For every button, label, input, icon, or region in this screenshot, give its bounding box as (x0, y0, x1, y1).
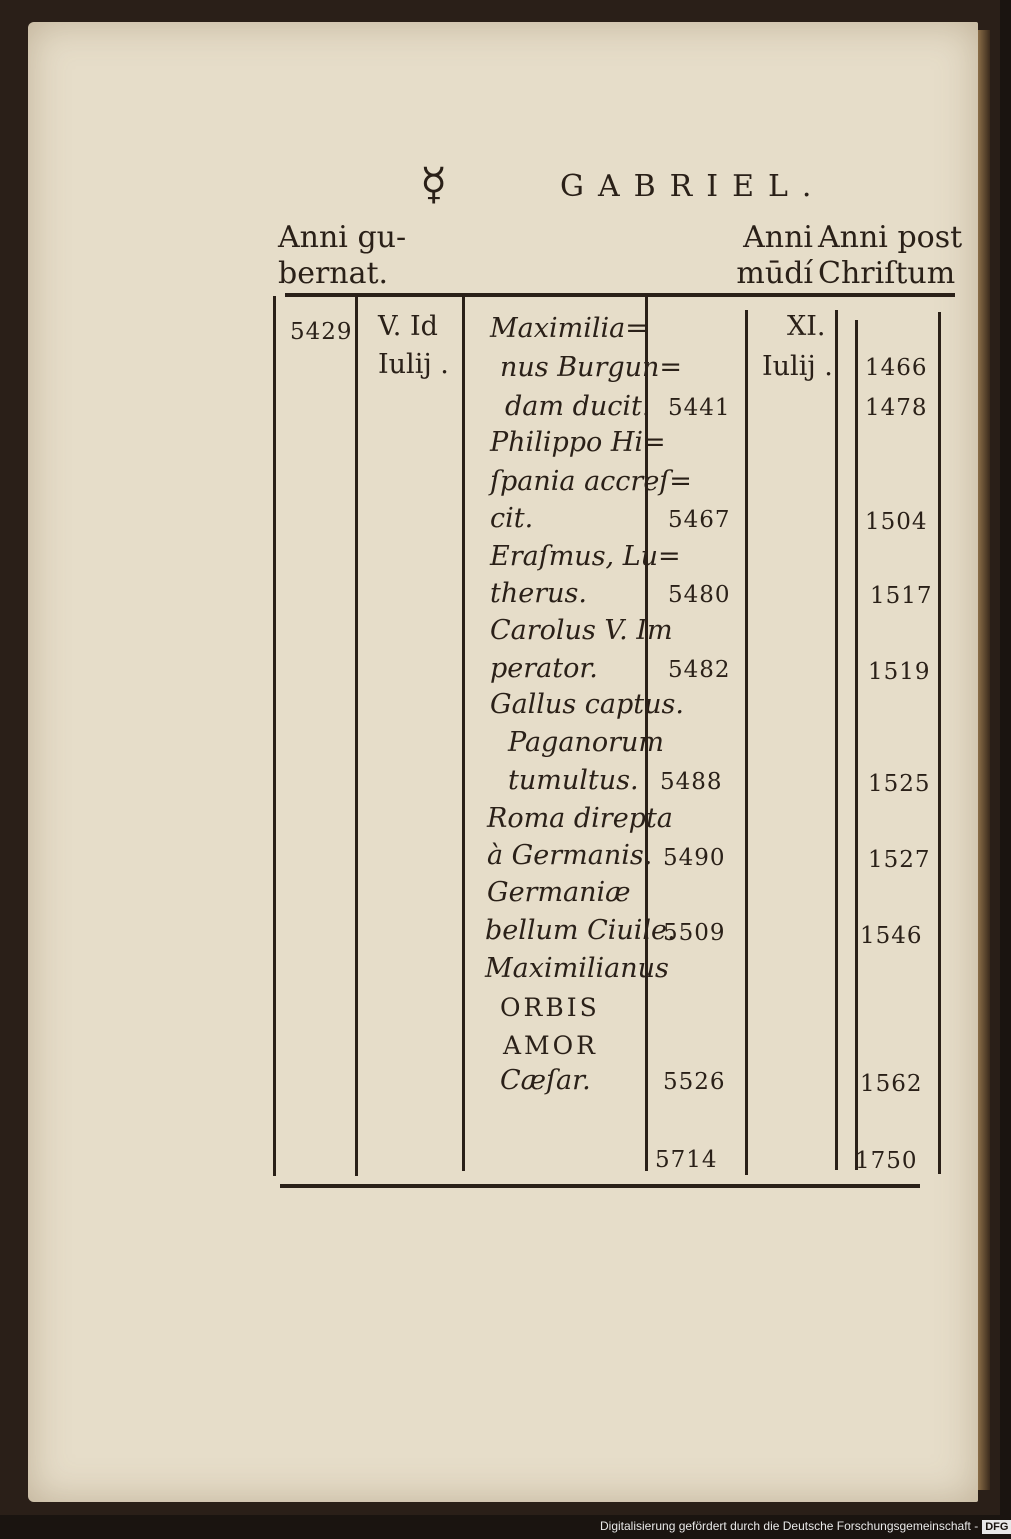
header-anni-mundi: Anni mūdí (736, 220, 813, 291)
column-divider (355, 296, 358, 1176)
event-line: nus Burgun= (500, 352, 683, 383)
footer-text: Digitalisierung gefördert durch die Deutsche Forschungsgemeinschaft - (600, 1519, 979, 1533)
event-line: Carolus V. Im (490, 615, 673, 646)
column-divider (273, 296, 276, 1176)
table-bottom-rule (280, 1184, 920, 1188)
running-head (420, 159, 860, 215)
event-line: Paganorum (508, 727, 664, 758)
anni-post-value: 1546 (860, 923, 923, 949)
column-divider (855, 320, 858, 1170)
anni-post-value: 1517 (870, 583, 933, 609)
anni-mundi-value: 5441 (668, 395, 731, 421)
date-left-line2: Iulij . (378, 349, 449, 380)
anni-mundi-value: 5490 (663, 845, 726, 871)
mercury-symbol-icon: ☿ (420, 159, 448, 210)
date-right-line2: Iulij . (762, 351, 833, 382)
event-line: tumultus. (508, 765, 639, 796)
anni-post-value: 1504 (865, 509, 928, 535)
event-line: AMOR (503, 1031, 598, 1060)
anni-post-value: 1562 (860, 1071, 923, 1097)
digitization-footer (600, 1519, 1009, 1537)
event-line: Philippo Hi= (490, 427, 666, 458)
date-right-line1: XI. (787, 311, 826, 342)
anni-mundi-value: 5488 (660, 769, 723, 795)
anni-post-value: 1750 (855, 1148, 918, 1174)
event-line: perator. (490, 653, 598, 684)
event-line: Gallus captus. (490, 689, 684, 720)
event-line: Maximilia= (490, 313, 648, 344)
header-anni-post: Anni post Chriſtum (818, 220, 963, 291)
event-line: Maximilianus (485, 953, 669, 984)
anni-mundi-value: 5509 (663, 920, 726, 946)
anni-gubernat-value: 5429 (290, 319, 353, 345)
anni-mundi-value: 5467 (668, 507, 731, 533)
event-line: Roma direpta (487, 803, 673, 834)
anni-post-value: 1478 (865, 395, 928, 421)
header-anni-gubernat: Anni gu- bernat. (278, 220, 407, 291)
event-line: bellum Ciuile. (485, 915, 676, 946)
date-left-line1: V. Id (378, 311, 438, 342)
anni-post-value: 1525 (868, 771, 931, 797)
column-divider (835, 310, 838, 1170)
anni-post-value: 1527 (868, 847, 931, 873)
column-divider (938, 312, 941, 1174)
event-line: à Germanis. (487, 840, 653, 871)
anni-mundi-value: 5714 (655, 1147, 718, 1173)
event-line: Germaniæ (487, 877, 631, 908)
event-line: Eraſmus, Lu= (490, 541, 681, 572)
event-line: therus. (490, 578, 587, 609)
dfg-logo: DFG (982, 1520, 1011, 1534)
event-line: dam ducit. (505, 391, 651, 422)
table-top-rule (285, 293, 955, 297)
event-line: ſpania accreſ= (490, 466, 692, 497)
anni-post-value: 1466 (865, 355, 928, 381)
event-line: Cæſar. (500, 1065, 591, 1096)
anni-mundi-value: 5482 (668, 657, 731, 683)
column-divider (745, 310, 748, 1175)
event-line: ORBIS (500, 993, 600, 1022)
anni-mundi-value: 5526 (663, 1069, 726, 1095)
anni-post-value: 1519 (868, 659, 931, 685)
column-divider (462, 296, 465, 1171)
page-title: GABRIEL. (560, 169, 826, 204)
event-line: cit. (490, 503, 534, 534)
anni-mundi-value: 5480 (668, 582, 731, 608)
